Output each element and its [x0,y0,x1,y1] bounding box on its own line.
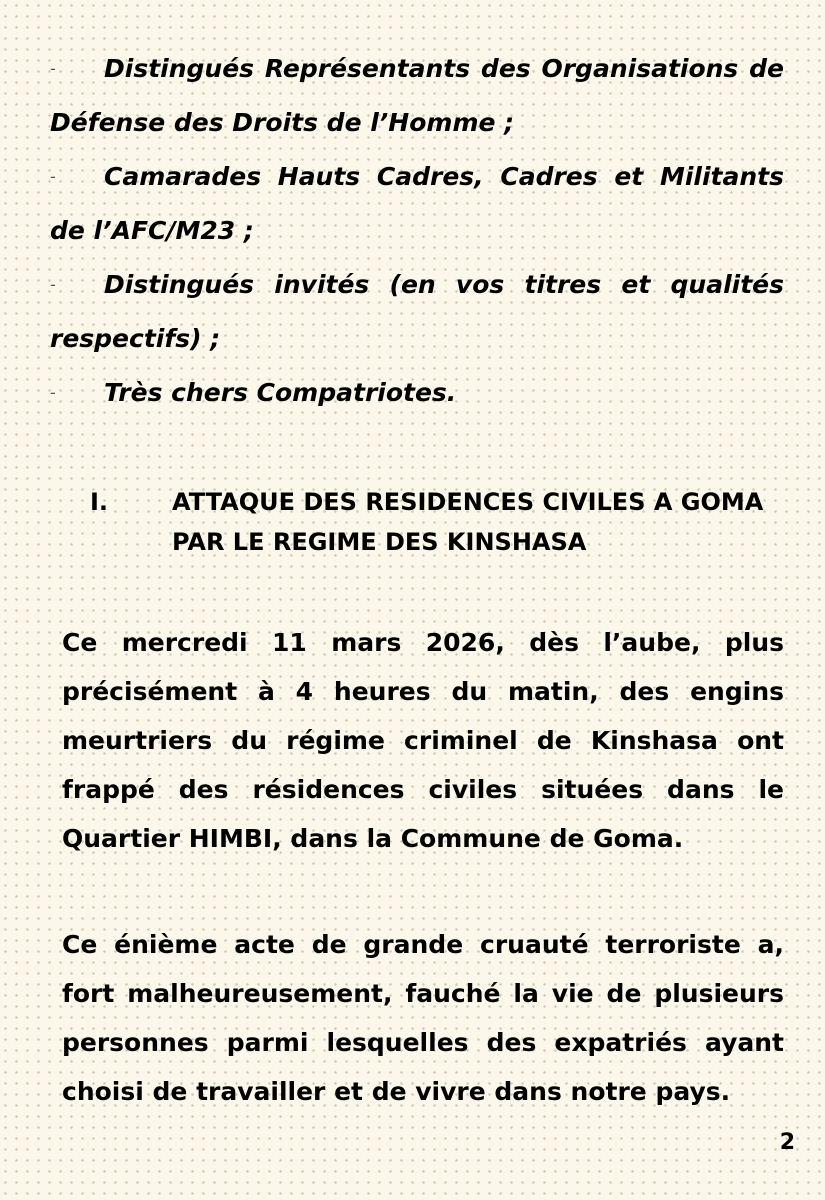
greeting-text: Camarades Hauts Cadres, Cadres et Militants de l’AFC/M23 ; [50,162,784,245]
list-dash: - [50,167,56,186]
greeting-text: Distingués invités (en vos titres et qualités respectifs) ; [50,270,784,353]
greeting-text: Très chers Compatriotes. [104,378,457,407]
greeting-item [50,258,784,366]
list-dash: - [50,59,56,78]
greeting-text: Distingués Représentants des Organisations de Défense des Droits de l’Homme ; [50,54,784,137]
greetings-list [50,42,784,420]
greeting-item [50,42,784,150]
body-paragraph: Ce énième acte de grande cruauté terroriste a, fort malheureusement, fauché la vie de plusieurs personnes parmi lesquelles des expatriés ayant choisi de travailler et de vivre dans notre pays. [62,930,784,1106]
body-paragraph: Ce mercredi 11 mars 2026, dès l’aube, plus précisément à 4 heures du matin, des engins meurtriers du régime criminel de Kinshasa ont frappé des résidences civiles situées dans le Quartier HIMBI, dans la Commune de Goma. [62,628,784,853]
greeting-item [50,150,784,258]
section-number: I. [90,488,109,516]
section-title: ATTAQUE DES RESIDENCES CIVILES A GOMA PAR LE REGIME DES KINSHASA [172,488,764,556]
greeting-item [50,366,784,420]
list-dash: - [50,383,56,402]
list-dash: - [50,275,56,294]
section-heading [90,482,790,562]
page-number: 2 [779,1130,795,1155]
